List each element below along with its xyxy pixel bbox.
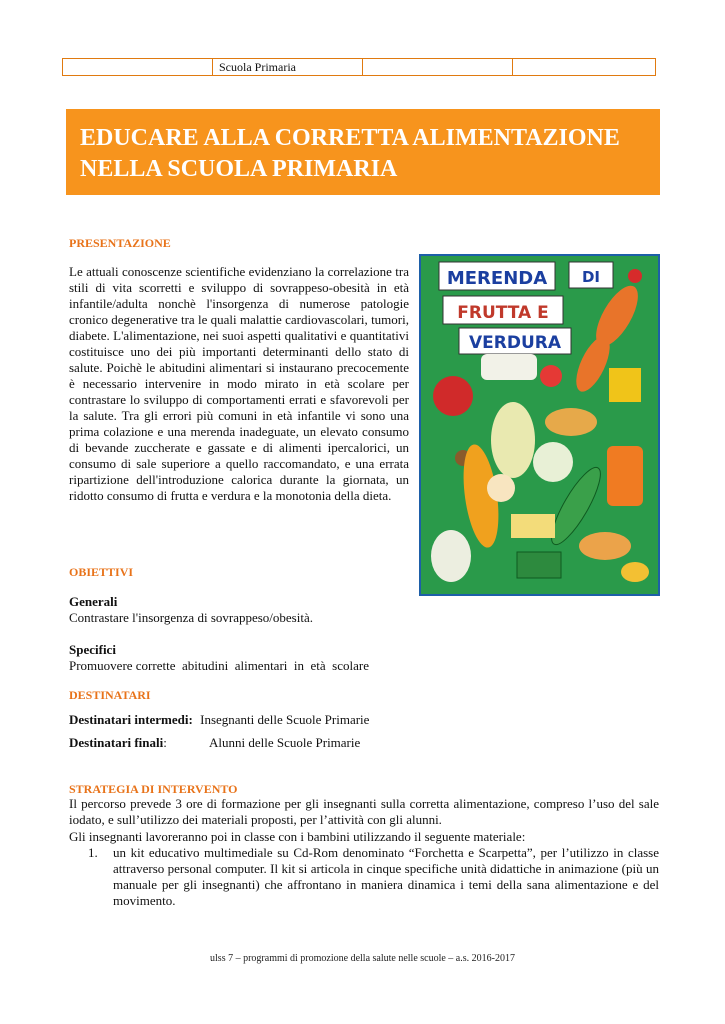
roll-shape (579, 532, 631, 560)
destinatari-intermedi-row: Destinatari intermedi: Insegnanti delle Scuole Primarie (69, 712, 370, 727)
destinatari-finali-label: Destinatari finali (69, 735, 164, 750)
page-title (80, 123, 660, 185)
page-footer: ulss 7 – programmi di promozione della salute nelle scuole – a.s. 2016-2017 (210, 953, 515, 964)
specifici-text: Promuovere corrette abitudini alimentari in età scolare (69, 658, 369, 673)
title-line-1: EDUCARE ALLA CORRETTA ALIMENTAZIONE (80, 125, 620, 151)
cheese-shape (511, 514, 555, 538)
destinatari-finali-text: Alunni delle Scuole Primarie (209, 735, 361, 750)
heading-destinatari: DESTINATARI (69, 688, 151, 702)
header-table (62, 58, 656, 76)
strawberry-shape (540, 365, 562, 387)
destinatari-intermedi-label: Destinatari intermedi (69, 712, 189, 727)
strategia-p2: Gli insegnanti lavoreranno poi in classe con i bambini utilizzando il seguente materiale: (69, 829, 526, 844)
bottle-shape (607, 446, 643, 506)
tomato-shape (628, 269, 642, 283)
fennel-shape (533, 442, 573, 482)
title-banner (66, 109, 660, 195)
title-line-2: NELLA SCUOLA PRIMARIA (80, 156, 398, 182)
poster-text-1: MERENDA (446, 268, 548, 289)
poster-drawing (421, 256, 658, 594)
generali-label: Generali (69, 594, 118, 609)
bread-shape (545, 408, 597, 436)
list-item-number: 1. (88, 845, 98, 860)
heading-presentazione: PRESENTAZIONE (69, 236, 171, 250)
poster-text-3: FRUTTA E (457, 303, 549, 323)
heading-obiettivi: OBIETTIVI (69, 565, 134, 579)
header-cell-empty (513, 59, 655, 75)
strategia-p1: Il percorso prevede 3 ore di formazione per gli insegnanti sulla corretta alimentazione, compreso l’uso del sale iodato, e sull’utilizzo dei materiali proposti, per l’attività con gli alunni. (69, 796, 659, 827)
bowl-shape (481, 354, 537, 380)
list-item-text: un kit educativo multimediale su Cd-Rom denominato “Forchetta e Scarpetta”, per l’utilizzo in classe attraverso personal computer. Il kit si articola in cinque specifiche unità didattiche in animazione (più un manuale per gli insegnanti) che affrontano in maniera dinamica i temi della sana alimentazione e del movimento. (113, 845, 659, 908)
presentazione-text: Le attuali conoscenze scientifiche evidenziano la correlazione tra stili di vita scorretti e sviluppo di sovrappeso-obesità in età infantile/adulta nonchè l'insorgenza di numerose patologie cronico degenerative tra le quali malattie cardiovascolari, tumori, diabete. L'alimentazione, nei suoi aspetti qualitativi e quantitativi costituisce uno dei più importanti determinanti dello stato di salute. Poichè le abitudini alimentari si instaurano precocemente è necessario intervenire in modo mirato in età scolare per contrastare lo sviluppo di comportamenti errati e sfavorevoli per la salute. Tra gli errori più comuni in età infantile vi sono una prima colazione e una merenda inadeguate, un elevato consumo di bevande zuccherate e gassate e di alimenti ipercalorici, un consumo di sale superiore a quello raccomandato, e una errata ripartizione dell'introduzione calorica durante la giornata, un ridotto consumo di frutta e verdura e la monotonia della dieta. (69, 264, 409, 503)
header-cell-school: Scuola Primaria (213, 59, 363, 75)
poster-text-2: DI (581, 268, 601, 286)
poster-image (419, 254, 660, 596)
juice-box-shape (609, 368, 641, 402)
destinatari-finali-row: Destinatari finali: Alunni delle Scuole Primarie (69, 735, 361, 750)
tart-shape (621, 562, 649, 582)
generali-text: Contrastare l'insorgenza di sovrappeso/obesità. (69, 610, 313, 625)
heading-strategia: STRATEGIA DI INTERVENTO (69, 782, 238, 796)
header-cell-empty (363, 59, 513, 75)
garlic-shape (431, 530, 471, 582)
pear-shape (491, 402, 535, 478)
lettuce-shape (517, 552, 561, 578)
poster-text-4: VERDURA (468, 333, 562, 353)
orange-shape (487, 474, 515, 502)
specifici-label: Specifici (69, 642, 116, 657)
destinatari-intermedi-text: Insegnanti delle Scuole Primarie (200, 712, 370, 727)
apple-shape (433, 376, 473, 416)
header-cell-empty (63, 59, 213, 75)
